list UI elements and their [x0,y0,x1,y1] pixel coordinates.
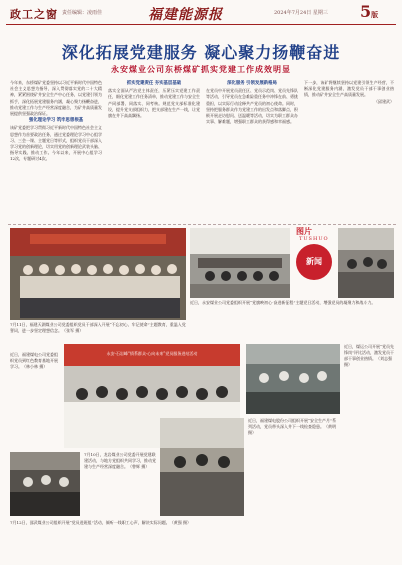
article-para-3: 在党员中开展党员责任区、党员示范岗、党员先锋队等活动，引导党员在急难险重任务中冲锋在前、勇挑重担，以实际行动诠释共产党员的初心使命。同时，坚持把服务群众作为党建工作的出发点和落脚点，积极开展走访慰问、送温暖等活动，切实为职工群众办实事、解难题，增强职工群众的获得感和幸福感。 [206,88,298,125]
article-para-1: 该矿党委把学习贯彻习近平新时代中国特色社会主义思想作为首要政治任务，通过党委理论学习中心组学习、三会一课、主题党日等形式，组织党员干部深入学习党的创新理论，切实用党的创新理论武装头脑、指导实践、推动工作。今年以来，开展中心组学习12次，专题研讨4次。 [10,125,102,162]
workers-photo [160,418,244,516]
article-byline: （邱建武） [374,98,394,104]
caption-photo-5: 近日，福建煤电股份公司组织开展“安全生产月”系列活动，党员带头深入井下一线检查隐患。（黄明 摄） [248,418,337,435]
header-rule [6,24,396,25]
section-title: 政工之窗 [10,8,58,21]
section-heading-3: 深化服务 引领发展新格局 [227,81,277,86]
mine-photo [10,452,80,516]
article-column-3 [206,80,298,220]
banner-text: 永安·石岩峰“情系群众·心向未来”党员服务进站活动 [106,351,198,356]
news-badge: 新闻 [296,244,332,280]
editor-credit: 责任编辑：凌雨佳 [62,10,103,16]
article-intro: 今年来，东桥煤矿党委坚持以习近平新时代中国特色社会主义思想为指导，深入贯彻落实党的二十大精神，紧紧围绕矿井安全生产中心任务，以党建引领为抓手，深化拓展党建服务内涵，凝心聚力扬鞭奋进，推动党建工作与生产经营深度融合，为矿井高质量发展提供坚强政治保证。 [10,80,102,117]
article-column-1 [10,80,102,220]
caption-photo-1: 7月11日，福建天湖煤业公司党委组织党员干部深入开展“不忘初心、牢记使命”主题教育，重温入党誓词，进一步坚定理想信念。（张军 摄） [10,322,186,333]
headline: 深化拓展党建服务 凝心聚力扬鞭奋进 [61,43,341,62]
section-heading-1: 强化理论学习 筑牢思想根基 [28,118,84,124]
caption-photo-3: 近日，福建煤电公司党委组织党员到红色教育基地开展学习。（林小林 摄） [10,352,58,369]
article-column-4 [304,80,394,220]
section-heading-2: 抓实党建责任 夯实基层基础 [126,81,182,86]
page-number-digit: 5 [360,2,372,21]
inspection-photo [246,344,340,414]
group-photo-1 [10,228,186,320]
photo-feature-subtitle: TUSHUO [299,236,329,242]
issue-date: 2024年7月24日 星期三 [274,10,328,16]
section-divider [8,224,396,225]
caption-photo-2: 近日，永安煤业公司党委组织开展“党旗映初心·奋进新征程”主题党日活动，增强党员的凝聚力和战斗力。 [190,300,376,305]
article-para-4: 下一步，该矿将继续坚持以党建引领生产经营，不断深化党建服务内涵，激发党员干部干事创业热情，推动矿井安全生产高质量发展。 [304,80,394,98]
workshop-photo [338,228,394,298]
page-number-suffix: 版 [371,10,379,19]
page-number [360,2,378,21]
subheadline: 永安煤业公司东桥煤矿抓实党建工作成效明显 [111,65,291,74]
caption-photo-6: 7月10日，龙岩煤业公司党委开展党建联建活动，与地方党组织共同学习，推动党建与生产经营深度融合。（曾辉 摄） [84,452,156,469]
article-para-2: 落实全面从严治党主体责任，压紧压实党建工作责任，细化党建工作任务清单，推动党建工作与安全生产同部署、同落实、同考核。规范党支部标准化建设，提升党支部组织力，把支部建在生产一线，让党旗在井下高高飘扬。 [108,88,200,119]
photo-feature-title: 图片 [296,227,312,236]
paper-name: 福建能源报 [148,7,223,23]
caption-photo-4: 近日，煤运公司开展“党员先锋岗”评比活动，激发党员干部干事创业热情。（刘志强 摄） [344,344,395,367]
article-column-2 [108,80,200,220]
caption-photo-7: 7月12日，邵武煤业公司组织开展“党员进班组”活动，倾听一线职工心声，解决实际问题。（黄强 摄） [10,520,191,525]
meeting-photo [190,228,290,298]
